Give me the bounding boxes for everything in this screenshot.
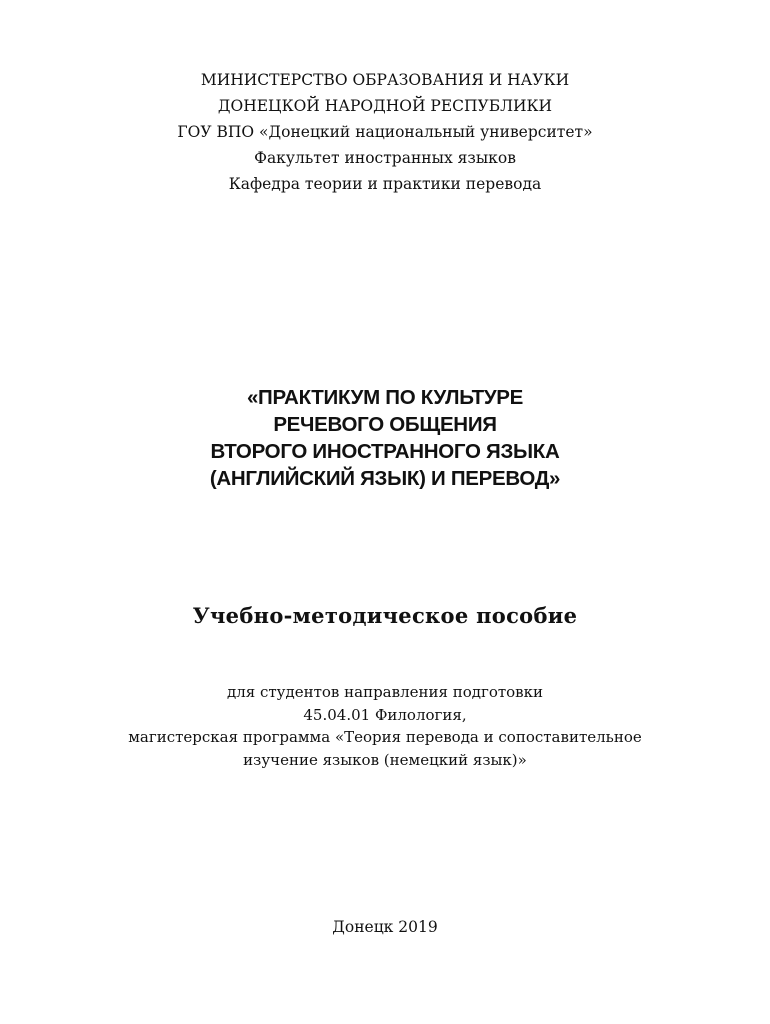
document-title [0,384,770,492]
header-line-university: ГОУ ВПО «Донецкий национальный университет» [177,123,593,141]
header-line-faculty: Факультет иностранных языков [254,149,516,167]
document-subtitle: Учебно-методическое пособие [192,603,578,628]
title-line: (АНГЛИЙСКИЙ ЯЗЫК) И ПЕРЕВОД» [209,467,561,490]
audience-line: 45.04.01 Филология, [303,705,467,724]
header-line-ministry: МИНИСТЕРСТВО ОБРАЗОВАНИЯ И НАУКИ [200,71,570,89]
audience-line: магистерская программа «Теория перевода и сопоставительное [128,728,642,746]
title-line: РЕЧЕВОГО ОБЩЕНИЯ [273,413,497,436]
city-year: Донецк 2019 [332,918,438,936]
title-line: «ПРАКТИКУМ ПО КУЛЬТУРЕ [246,386,524,409]
title-line: ВТОРОГО ИНОСТРАННОГО ЯЗЫКА [210,440,560,463]
header-line-department: Кафедра теории и практики перевода [228,175,542,193]
audience-description [0,681,770,771]
header-line-republic: ДОНЕЦКОЙ НАРОДНОЙ РЕСПУБЛИКИ [217,97,553,115]
audience-line: для студентов направления подготовки [226,683,544,701]
audience-line: изучение языков (немецкий язык)» [243,750,527,769]
institution-header [0,67,770,197]
